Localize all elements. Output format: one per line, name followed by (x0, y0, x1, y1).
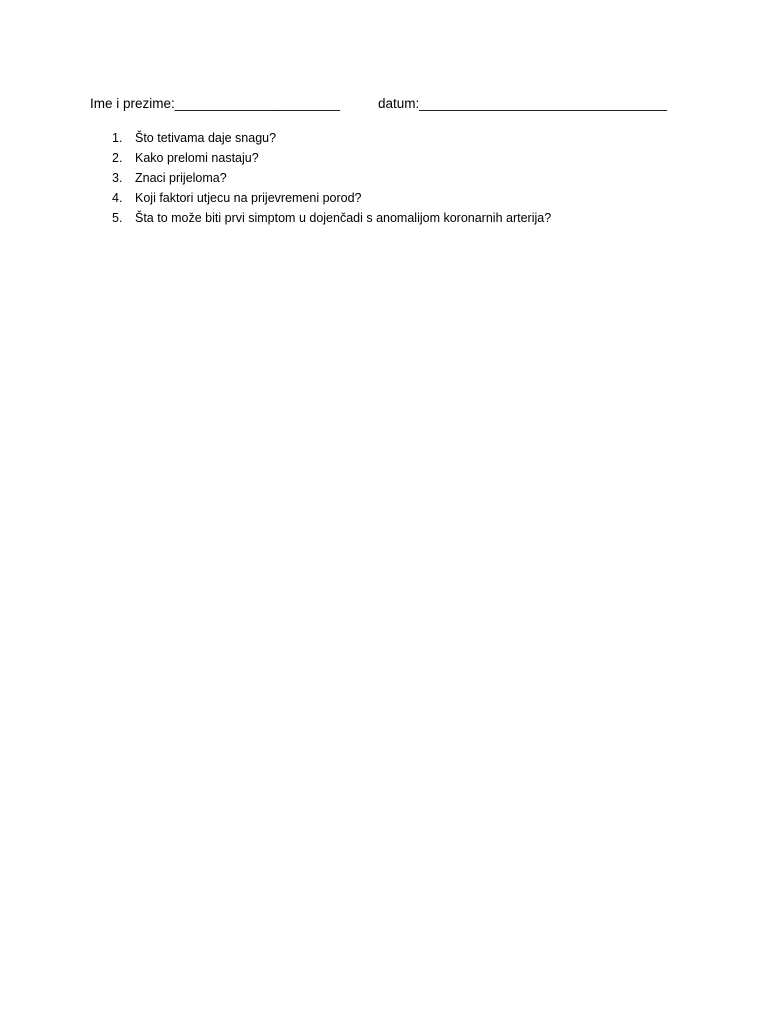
question-text: Kako prelomi nastaju? (135, 151, 259, 165)
question-text: Šta to može biti prvi simptom u dojenčadi s anomalijom koronarnih arterija? (135, 211, 552, 225)
question-text: Znaci prijeloma? (135, 171, 227, 185)
question-number: 1. (112, 131, 123, 145)
question-number: 2. (112, 151, 123, 165)
date-field-label: datum:_________________________________ (378, 96, 668, 111)
header-fields (90, 94, 690, 114)
question-text: Što tetivama daje snagu? (135, 131, 277, 145)
question-text: Koji faktori utjecu na prijevremeni porod? (135, 191, 362, 205)
question-number: 4. (112, 191, 123, 205)
question-number: 3. (112, 171, 123, 185)
name-field-label: Ime i prezime:______________________ (90, 96, 340, 111)
question-number: 5. (112, 211, 123, 225)
